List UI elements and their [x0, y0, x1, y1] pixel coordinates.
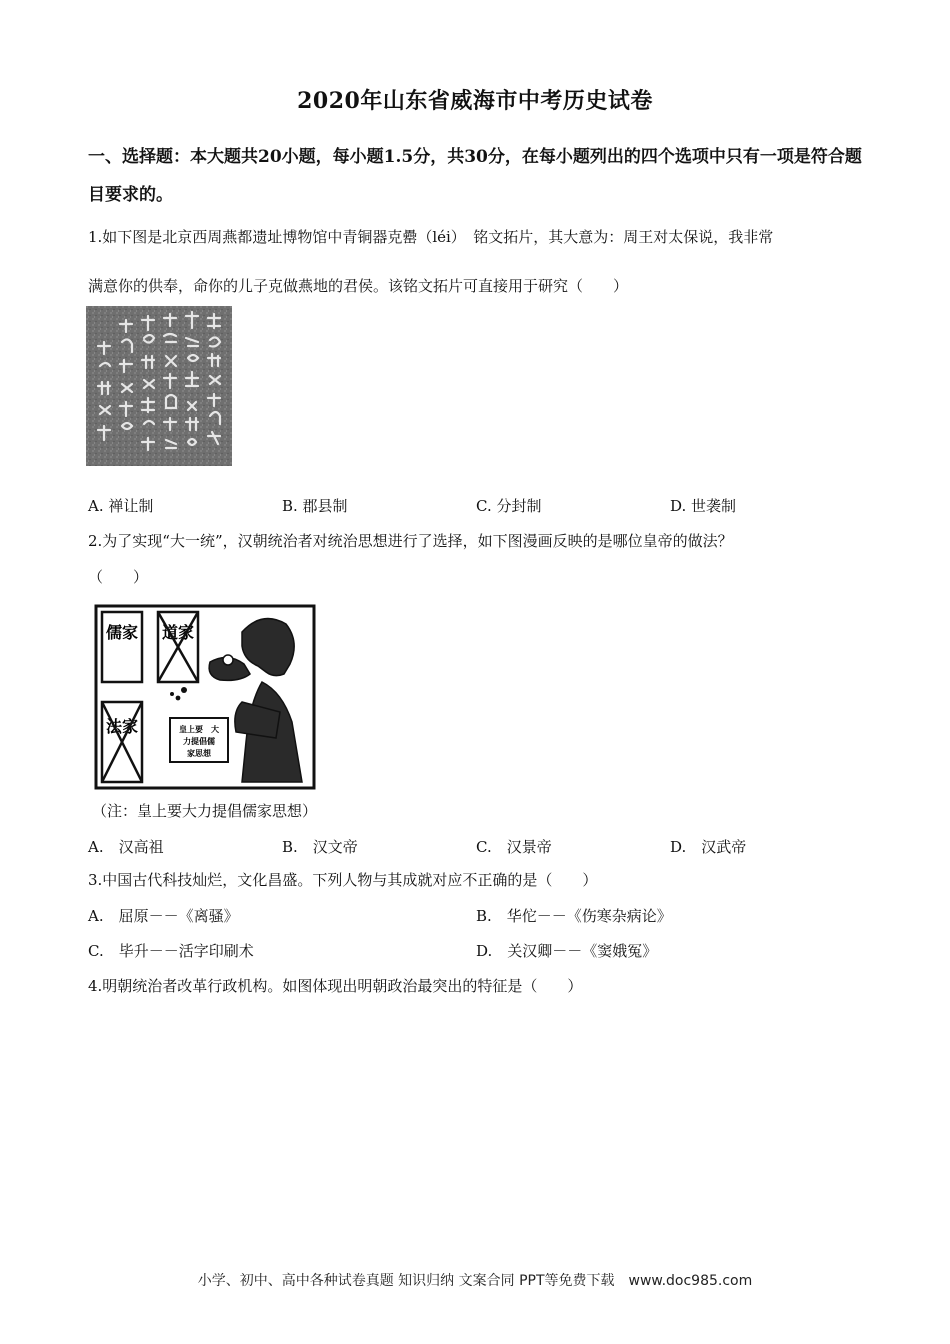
q2-option-a[interactable]: A. 汉高祖 — [88, 838, 164, 856]
cartoon-image — [92, 602, 326, 792]
question-2-line2: （ ） — [88, 568, 149, 586]
question-3: 3.中国古代科技灿烂，文化昌盛。下列人物与其成就对应不正确的是（ ） — [88, 871, 598, 889]
question-4: 4.明朝统治者改革行政机构。如图体现出明朝政治最突出的特征是（ ） — [88, 977, 583, 995]
cartoon-label-fa: 法家 — [105, 717, 139, 736]
page-title: 2020年山东省威海市中考历史试卷 — [297, 88, 653, 114]
q2-option-c[interactable]: C. 汉景帝 — [476, 838, 552, 856]
question-1-line2: 满意你的供奉，命你的儿子克做燕地的君侯。该铭文拓片可直接用于研究（ ） — [88, 277, 629, 295]
section-heading: 一、选择题：本大题共20小题，每小题1.5分，共30分，在每小题列出的四个选项中只有一项是符合题目要求的。 — [88, 147, 862, 205]
cartoon-graphic — [92, 602, 326, 792]
page-footer: 小学、初中、高中各种试卷真题 知识归纳 文案合同 PPT等免费下载 www.doc985.com — [197, 1273, 753, 1289]
q1-option-d[interactable]: D. 世袭制 — [670, 497, 737, 515]
cartoon-label-ru: 儒家 — [105, 623, 139, 642]
question-1-line1: 1.如下图是北京西周燕都遗址博物馆中青铜器克罍（léi） 铭文拓片，其大意为：周王对太保说，我非常 — [88, 228, 774, 246]
inscription-rubbing-graphic — [86, 306, 232, 466]
svg-text:家思想: 家思想 — [187, 749, 211, 758]
q3-option-a[interactable]: A. 屈原－－《离骚》 — [88, 907, 239, 925]
inscription-rubbing-image — [86, 306, 232, 466]
svg-text:皇上要 大: 皇上要 大 — [179, 725, 219, 734]
cartoon-caption: （注：皇上要大力提倡儒家思想） — [92, 802, 318, 820]
question-2-line1: 2.为了实现“大一统”，汉朝统治者对统治思想进行了选择，如下图漫画反映的是哪位皇帝的做法？ — [88, 532, 733, 550]
q3-option-d[interactable]: D. 关汉卿－－《窦娥冤》 — [476, 942, 658, 960]
q3-option-b[interactable]: B. 华佗－－《伤寒杂病论》 — [476, 907, 672, 925]
q1-option-c[interactable]: C. 分封制 — [476, 497, 542, 515]
q2-option-b[interactable]: B. 汉文帝 — [282, 838, 358, 856]
q1-option-b[interactable]: B. 郡县制 — [282, 497, 348, 515]
cartoon-label-dao: 道家 — [161, 623, 195, 642]
q1-option-a[interactable]: A. 禅让制 — [88, 497, 154, 515]
q2-option-d[interactable]: D. 汉武帝 — [670, 838, 747, 856]
q3-option-c[interactable]: C. 毕升－－活字印刷术 — [88, 942, 254, 960]
svg-text:力提倡儒: 力提倡儒 — [183, 737, 215, 746]
